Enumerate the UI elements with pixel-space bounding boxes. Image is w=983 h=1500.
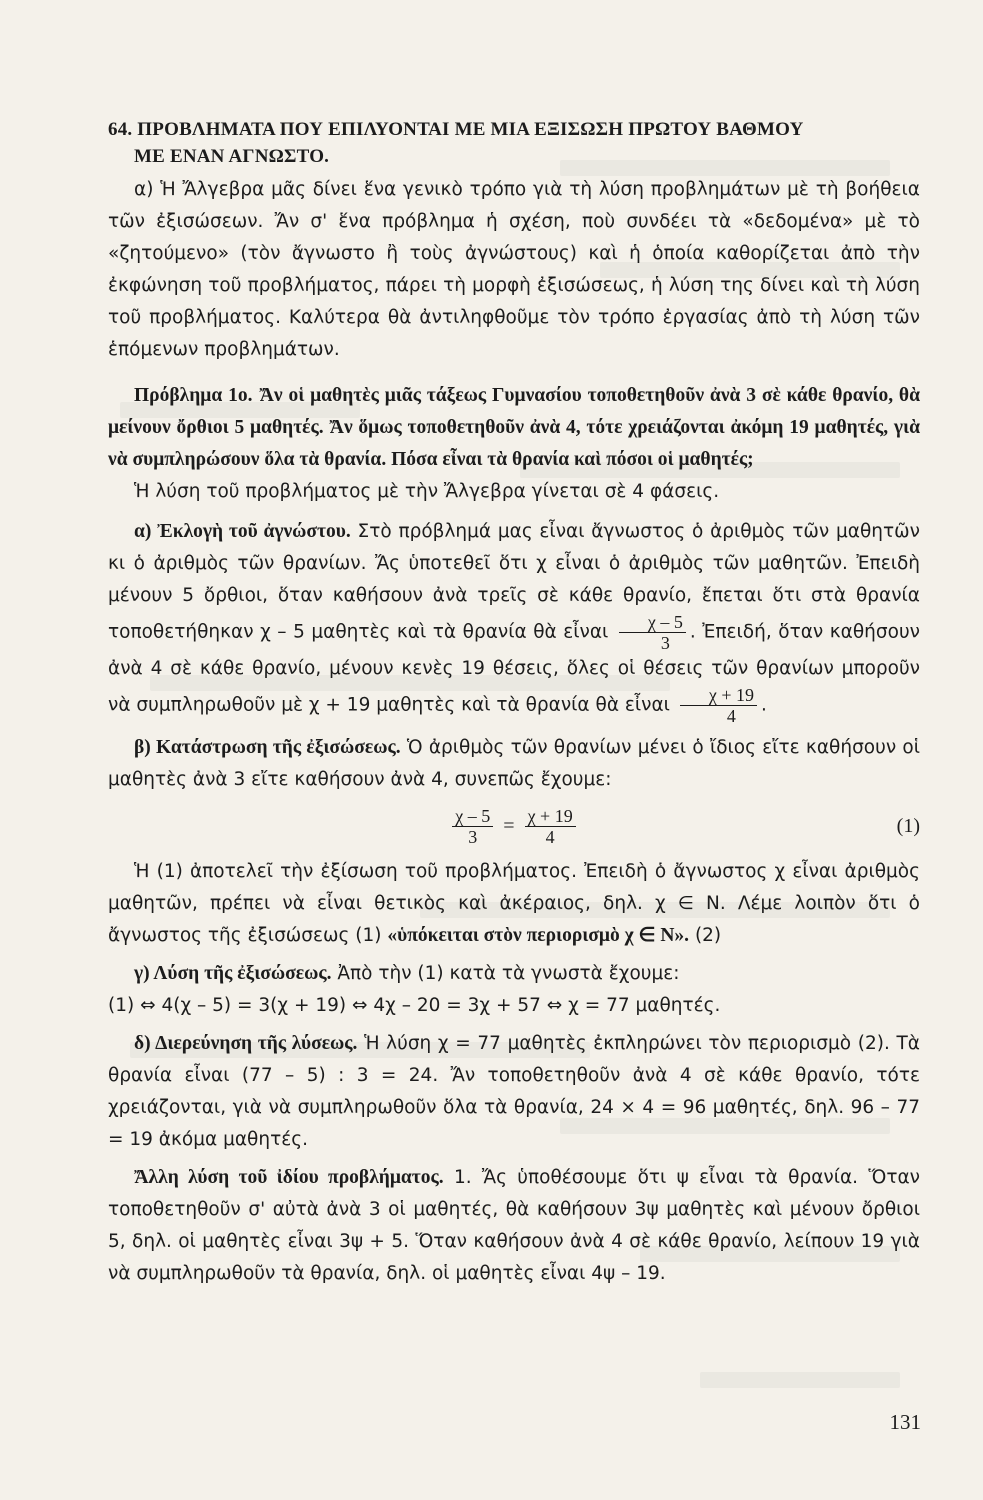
problem-text: Ἄν οἱ μαθητὲς μιᾶς τάξεως Γυμνασίου τοποθετηθοῦν ἀνὰ 3 σὲ κάθε θρανίο, θὰ μείνουν ὄρθιοι 5 μαθητές. Ἄν ὅμως τοποθετηθοῦν ἀνὰ 4, τότε χρειάζονται ἀκόμη 19 μαθητές, γιὰ νὰ συμπληρώσουν ὅλα τὰ θρανία. Πόσα εἶναι τὰ θρανία καὶ πόσοι οἱ μαθητές;: [108, 385, 920, 470]
page-content: [108, 116, 920, 1290]
fraction-numerator: χ – 5: [619, 612, 686, 633]
step-b-text: Ὁ ἀριθμὸς τῶν θρανίων μένει ὁ ἴδιος εἴτε καθήσουν οἱ μαθητὲς ἀνὰ 3 εἴτε καθήσουν ἀνὰ 4, συνεπῶς ἔχουμε:: [108, 737, 920, 790]
problem-label: Πρόβλημα 1ο.: [134, 385, 253, 406]
step-a-paragraph: [108, 516, 920, 726]
fraction-denominator: 3: [660, 633, 670, 653]
step-b-label: β) Κατάστρωση τῆς ἐξισώσεως.: [134, 737, 401, 758]
constraint-tag: (2): [694, 925, 722, 946]
step-d-text: Ἡ λύση χ = 77 μαθητὲς ἐκπληρώνει τὸν περιορισμὸ (2). Τὰ θρανία εἶναι (77 – 5) : 3 = 24. Ἄν τοποθετηθοῦν ἀνὰ 4 σὲ κάθε θρανίο, τότε χρειάζονται, γιὰ νὰ συμπληρωθοῦν ὅλα τὰ θρανία, 24 × 4 = 96 μαθητές, δηλ. 96 – 77 = 19 ἀκόμα μαθητές.: [108, 1033, 920, 1150]
step-a-text1: Στὸ πρόβλημά μας εἶναι ἄγνωστος ὁ ἀριθμὸς τῶν μαθητῶν κι ὁ ἀριθμὸς τῶν θρανίων. Ἄς ὑποτεθεῖ ὅτι χ εἶναι ὁ ἀριθμὸς τῶν μαθητῶν. Ἐπειδὴ μένουν 5 ὄρθιοι, ὅταν καθήσουν ἀνὰ τρεῖς σὲ κάθε θρανίο, ἔπεται ὅτι στὰ θρανία τοποθετήθηκαν χ – 5 μαθητὲς καὶ τὰ θρανία θὰ εἶναι: [108, 521, 920, 643]
phases-sentence: Ἡ λύση τοῦ προβλήματος μὲ τὴν Ἄλγεβρα γίνεται σὲ 4 φάσεις.: [134, 481, 720, 502]
alt-solution-paragraph: [108, 1162, 920, 1290]
step-a-label: α) Ἐκλογὴ τοῦ ἀγνώστου.: [134, 521, 351, 542]
step-a-text2: . Ἐπειδή, ὅταν καθήσουν ἀνὰ 4 σὲ κάθε θρανίο, μένουν κενὲς 19 θέσεις, ὅλες οἱ θέσεις τῶν θρανίων μποροῦν νὰ συμπληρωθοῦν μὲ χ + 19 μαθητὲς καὶ τὰ θρανία θὰ εἶναι: [108, 621, 920, 716]
intro-paragraph: α) Ἡ Ἄλγεβρα μᾶς δίνει ἕνα γενικὸ τρόπο γιὰ τὴ λύση προβλημάτων μὲ τὴ βοήθεια τῶν ἐξισώσεων. Ἄν σ' ἕνα πρόβλημα ἡ σχέση, ποὺ συνδέει τὰ «δεδομένα» μὲ τὸ «ζητούμενο» (τὸν ἄγνωστο ἢ τοὺς ἀγνώστους) καὶ ἡ ὁποία καθορίζεται ἀπὸ τὴν ἐκφώνηση τοῦ προβλήματος, πάρει τὴ μορφὴ ἐξισώσεως, ἡ λύση της δίνει καὶ τὴ λύση τοῦ προβλήματος. Καλύτερα θὰ ἀντιληφθοῦμε τὸν τρόπο ἐργασίας ἀπὸ τὴ λύση τῶν ἑπόμενων προβλημάτων.: [108, 179, 920, 360]
step-b-after1: Ἡ (1) ἀποτελεῖ τὴν ἐξίσωση τοῦ προβλήματος. Ἐπειδὴ ὁ ἄγνωστος χ εἶναι ἀριθμὸς μαθητῶν, πρέπει νὰ εἶναι θετικὸς καὶ ἀκέραιος, δηλ. χ ∈ N. Λέμε λοιπὸν ὅτι ὁ ἄγνωστος τῆς ἐξισώσεως (1): [108, 861, 920, 946]
page-number: 131: [889, 1410, 921, 1434]
fraction-x-minus-5-over-3: [619, 612, 686, 653]
alt-solution-label: Ἄλλη λύση τοῦ ἰδίου προβλήματος.: [134, 1167, 444, 1188]
constraint-statement: «ὑπόκειται στὸν περιορισμὸ χ ∈ N».: [387, 925, 690, 946]
section-heading-line1: 64. ΠΡΟΒΛΗΜΑΤΑ ΠΟΥ ΕΠΙΛΥΟΝΤΑΙ ΜΕ ΜΙΑ ΕΞΙΣΩΣΗ ΠΡΩΤΟΥ ΒΑΘΜΟΥ: [108, 119, 804, 140]
step-c-label: γ) Λύση τῆς ἐξισώσεως.: [134, 963, 332, 984]
fraction-denominator: 3: [468, 826, 478, 847]
section-heading-line2: ΜΕ ΕΝΑΝ ΑΓΝΩΣΤΟ.: [134, 146, 330, 167]
equation-right-fraction: [525, 806, 576, 847]
step-b-paragraph: [108, 732, 920, 796]
step-c-text: Ἀπὸ τὴν (1) κατὰ τὰ γνωστὰ ἔχουμε:: [337, 963, 680, 984]
fraction-denominator: 4: [726, 706, 736, 726]
step-d-label: δ) Διερεύνηση τῆς λύσεως.: [134, 1033, 358, 1054]
fraction-denominator: 4: [545, 826, 555, 847]
step-c-equation: (1) ⇔ 4(χ – 5) = 3(χ + 19) ⇔ 4χ – 20 = 3χ + 57 ⇔ χ = 77 μαθητές.: [108, 995, 721, 1016]
equation-left-fraction: [452, 806, 493, 847]
step-a-text3: .: [760, 694, 767, 716]
equation-1: [108, 798, 920, 854]
problem-statement: [108, 380, 920, 476]
alt-solution-text: 1. Ἄς ὑποθέσουμε ὅτι ψ εἶναι τὰ θρανία. Ὅταν τοποθετηθοῦν σ' αὐτὰ ἀνὰ 3 οἱ μαθητές, θὰ καθήσουν 3ψ μαθητὲς καὶ μένουν ὄρθιοι 5, δηλ. οἱ μαθητὲς εἶναι 3ψ + 5. Ὅταν καθήσουν ἀνὰ 4 σὲ κάθε θρανίο, λείπουν 19 γιὰ νὰ συμπληρωθοῦν τὰ θρανία, δηλ. οἱ μαθητὲς εἶναι 4ψ – 19.: [108, 1167, 920, 1284]
fraction-numerator: χ + 19: [525, 806, 576, 827]
section-heading: [108, 116, 920, 170]
fraction-numerator: χ + 19: [680, 685, 757, 706]
step-d-paragraph: [108, 1028, 920, 1156]
equation-tag: (1): [896, 814, 920, 837]
fraction-x-plus-19-over-4: [680, 685, 757, 726]
step-c-paragraph: [108, 958, 920, 990]
equals-sign: =: [503, 814, 515, 837]
step-b-explanation: [108, 856, 920, 952]
fraction-numerator: χ – 5: [452, 806, 493, 827]
